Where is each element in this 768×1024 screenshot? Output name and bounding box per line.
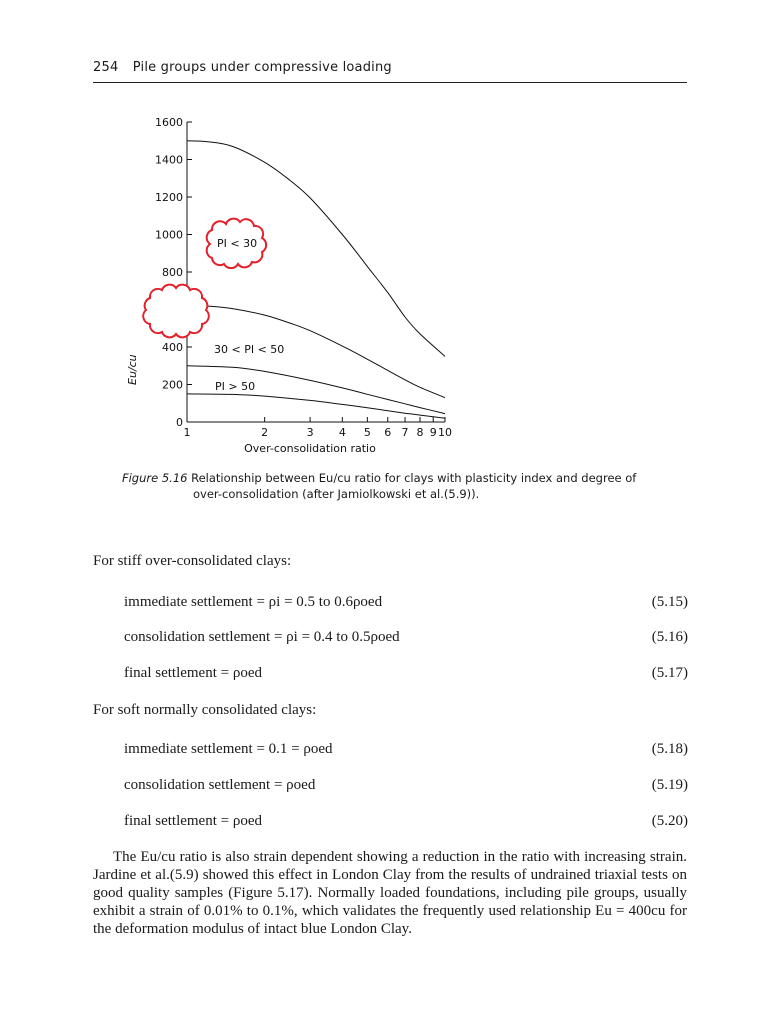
equation-text: final settlement = ρoed (124, 665, 262, 681)
x-tick-label: 3 (306, 426, 314, 439)
equation-text: immediate settlement = ρi = 0.5 to 0.6ρoed (124, 594, 383, 610)
caption-label: Figure 5.16 (122, 471, 188, 485)
equation-number: (5.15) (651, 594, 688, 610)
equation-number: (5.20) (651, 813, 688, 829)
x-ticks (184, 417, 453, 439)
y-tick-label: 1000 (155, 228, 183, 242)
equation-text: final settlement = ρoed (124, 813, 262, 829)
series-line-4 (187, 394, 445, 418)
equation-5-15 (124, 594, 688, 611)
x-tick-label: 8 (416, 426, 424, 439)
equation-number: (5.19) (651, 777, 688, 793)
x-tick-label: 9 (429, 426, 437, 439)
equation-5-18 (124, 741, 688, 758)
y-tick-label: 1200 (155, 191, 183, 204)
y-tick-label: 1600 (155, 116, 183, 129)
annotation-pi-lt-30: PI < 30 (217, 237, 258, 250)
x-tick-label: 7 (401, 426, 409, 439)
equation-5-20 (124, 813, 688, 830)
equation-text: consolidation settlement = ρoed (124, 777, 316, 793)
running-title: Pile groups under compressive loading (132, 60, 392, 75)
y-tick-label: 0 (176, 416, 183, 429)
x-tick-label: 5 (363, 426, 371, 439)
annotation-pi-30-50: 30 < PI < 50 (214, 343, 285, 356)
caption-text-line2: over-consolidation (after Jamiolkowski et al.(5.9)). (193, 487, 480, 501)
y-tick-label: 400 (162, 341, 183, 354)
revision-cloud-marker (143, 285, 209, 338)
figure-chart (0, 100, 768, 465)
x-tick-label: 4 (338, 426, 346, 439)
body-paragraph: The Eu/cu ratio is also strain dependent showing a reduction in the ratio with increasing strain. Jardine et al.(5.9) showed this effect in London Clay from the results of undrained triaxial tests on good quality samples (Figure 5.17). Normally loaded foundations, including pile groups, usually exhibit a strain of 0.01% to 0.1%, which validates the frequently used relationship Eu = 400cu for the deformation modulus of intact blue London Clay. (93, 849, 687, 937)
intro-soft-clays: For soft normally consolidated clays: (93, 702, 317, 718)
y-tick-label: 800 (162, 266, 183, 279)
equation-text: immediate settlement = 0.1 = ρoed (124, 741, 333, 757)
running-header (93, 60, 687, 83)
x-tick-label: 6 (384, 426, 392, 439)
y-ticks (155, 116, 192, 429)
page-number: 254 (93, 60, 119, 75)
x-axis-label: Over-consolidation ratio (244, 442, 376, 455)
equation-5-16 (124, 629, 688, 646)
equation-number: (5.16) (651, 629, 688, 645)
series-curves (187, 141, 445, 419)
x-tick-label: 2 (261, 426, 269, 439)
intro-stiff-clays: For stiff over-consolidated clays: (93, 553, 292, 569)
y-axis-label: Eu/cu (126, 354, 139, 385)
y-tick-label: 200 (162, 378, 183, 392)
x-tick-label: 1 (183, 426, 191, 439)
equation-text: consolidation settlement = ρi = 0.4 to 0.5ρoed (124, 629, 400, 645)
equation-number: (5.18) (651, 741, 688, 757)
caption-text-line1: Relationship between Eu/cu ratio for clays with plasticity index and degree of (191, 471, 637, 485)
y-tick-label: 1400 (155, 153, 183, 167)
x-tick-label: 10 (438, 426, 452, 439)
equation-5-19 (124, 777, 688, 794)
annotation-pi-gt-50: PI > 50 (215, 380, 256, 393)
equation-number: (5.17) (651, 665, 688, 681)
equation-5-17 (124, 665, 688, 682)
figure-caption (122, 470, 688, 502)
